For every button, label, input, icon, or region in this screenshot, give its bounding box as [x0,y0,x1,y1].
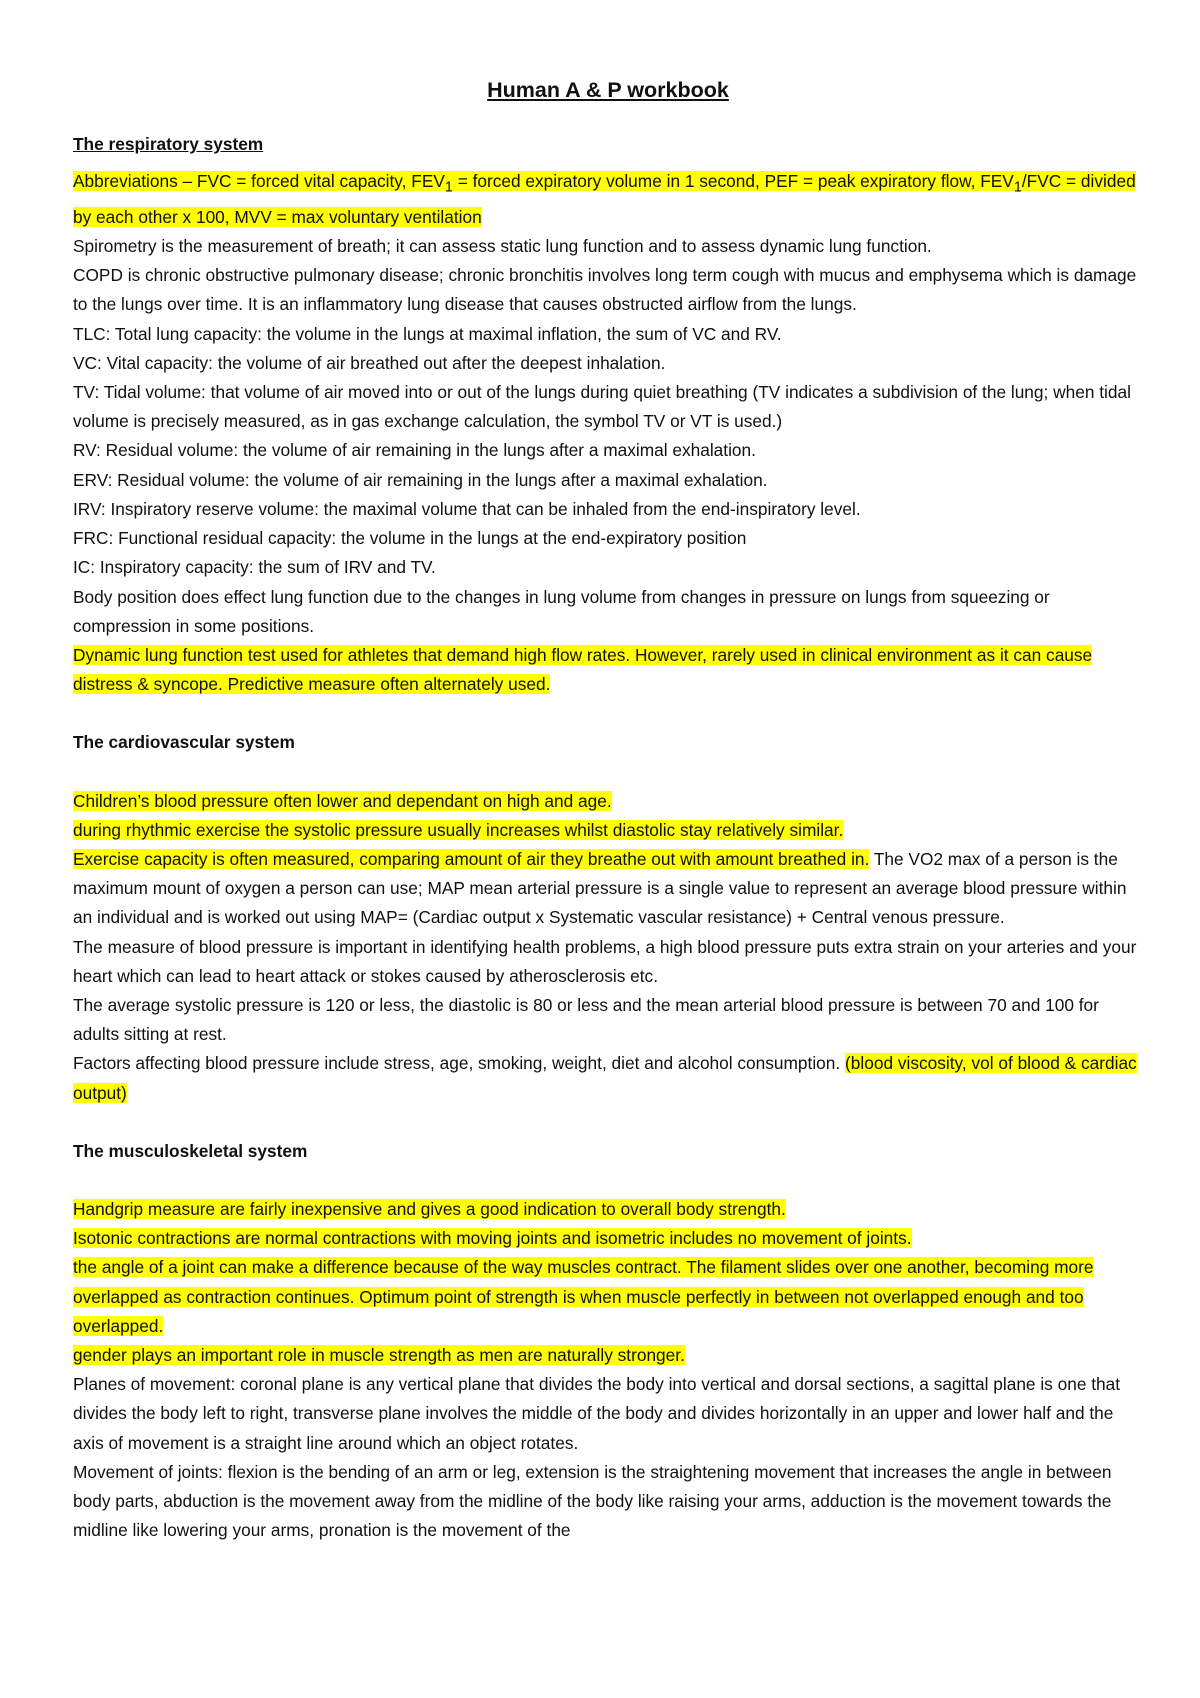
gender-highlight: gender plays an important role in muscle strength as men are naturally stronger. [73,1344,685,1365]
vc-definition: VC: Vital capacity: the volume of air breathed out after the deepest inhalation. [73,352,666,373]
factors-text: Factors affecting blood pressure include stress, age, smoking, weight, diet and alcohol consumption. [73,1053,846,1074]
measure-bp-paragraph: The measure of blood pressure is important in identifying health problems, a high blood pressure puts extra strain on your arteries and your heart which can lead to heart attack or stokes caused by atherosclerosis etc. [73,936,1137,986]
rhythmic-highlight: during rhythmic exercise the systolic pressure usually increases whilst diastolic stay relatively similar. [73,819,844,840]
planes-paragraph: Planes of movement: coronal plane is any vertical plane that divides the body into vertical and dorsal sections, a sagittal plane is one that divides the body left to right, transverse plane involves the middle of the body and divides horizontally in an upper and lower half and the axis of movement is a straight line around which an object rotates. [73,1374,1121,1453]
children-bp-paragraph [73,787,1143,816]
abbreviations-paragraph [73,167,1143,232]
body-position-paragraph: Body position does effect lung function due to the changes in lung volume from changes in pressure on lungs from squeezing or compression in some positions. [73,586,1050,636]
isotonic-paragraph [73,1224,1143,1253]
exercise-capacity-paragraph [73,845,1143,933]
dynamic-test-paragraph [73,641,1143,699]
angle-highlight: the angle of a joint can make a difference because of the way muscles contract. The filament slides over one another, becoming more overlapped as contraction continues. Optimum point of strength is when muscle perfectly in between not overlapped enough and too overlapped. [73,1257,1094,1336]
joints-paragraph: Movement of joints: flexion is the bending of an arm or leg, extension is the straightening movement that increases the angle in between body parts, abduction is the movement away from the midline of the body like raising your arms, adduction is the movement towards the midline like lowering your arms, pronation is the movement of the [73,1461,1112,1541]
rv-definition: RV: Residual volume: the volume of air remaining in the lungs after a maximal exhalation. [73,440,756,461]
fev-subscript-1: 1 [444,179,453,196]
document-content [73,75,1143,1545]
irv-definition: IRV: Inspiratory reserve volume: the maximal volume that can be inhaled from the end-inspiratory level. [73,498,861,519]
copd-paragraph: COPD is chronic obstructive pulmonary disease; chronic bronchitis involves long term cough with mucus and emphysema which is damage to the lungs over time. It is an inflammatory lung disease that causes obstructed airflow from the lungs. [73,265,1137,315]
factors-paragraph [73,1049,1143,1107]
abbreviations-text-3: /FVC = divided by each other x 100, MVV = max voluntary ventilation [73,171,1136,227]
fev-subscript-2: 1 [1013,179,1022,196]
dynamic-test-highlight: Dynamic lung function test used for athletes that demand high flow rates. However, rarely used in clinical environment as it can cause distress & syncope. Predictive measure often alternately used. [73,644,1093,695]
average-systolic-paragraph: The average systolic pressure is 120 or less, the diastolic is 80 or less and the mean arterial blood pressure is between 70 and 100 for adults sitting at rest. [73,994,1099,1045]
exercise-capacity-highlight: Exercise capacity is often measured, comparing amount of air they breathe out with amount breathed in. [73,848,870,869]
tlc-definition: TLC: Total lung capacity: the volume in the lungs at maximal inflation, the sum of VC and RV. [73,323,782,344]
vo2-map-text: The VO2 max of a person is the maximum mount of oxygen a person can use; MAP mean arterial pressure is a single value to represent an average blood pressure within an individual and is worked out using MAP= (Cardiac output x Systematic vascular resistance) + Central venous pressure. [73,848,1127,928]
handgrip-paragraph [73,1195,1143,1224]
musculoskeletal-heading: The musculoskeletal system [73,1140,308,1161]
handgrip-highlight: Handgrip measure are fairly inexpensive and gives a good indication to overall body strength. [73,1198,786,1219]
cardiovascular-heading: The cardiovascular system [73,732,295,753]
ic-definition: IC: Inspiratory capacity: the sum of IRV and TV. [73,557,436,578]
gender-paragraph [73,1341,1143,1370]
factors-extra-highlight: (blood viscosity, vol of blood & cardiac output) [73,1053,1137,1103]
frc-definition: FRC: Functional residual capacity: the volume in the lungs at the end-expiratory position [73,528,747,549]
respiratory-heading: The respiratory system [73,134,264,154]
angle-paragraph [73,1253,1143,1341]
isotonic-highlight: Isotonic contractions are normal contractions with moving joints and isometric includes no movement of joints. [73,1228,912,1249]
abbreviations-text-1: Abbreviations – FVC = forced vital capacity, FEV [73,171,445,192]
rhythmic-paragraph [73,816,1143,845]
erv-definition: ERV: Residual volume: the volume of air remaining in the lungs after a maximal exhalation. [73,469,768,490]
tv-definition: TV: Tidal volume: that volume of air moved into or out of the lungs during quiet breathing (TV indicates a subdivision of the lung; when tidal volume is precisely measured, as in gas exchange calculation, the symbol TV or VT is used.) [73,382,1131,432]
spirometry-paragraph: Spirometry is the measurement of breath; it can assess static lung function and to assess dynamic lung function. [73,236,932,257]
document-title: Human A & P workbook [487,78,729,102]
abbreviations-highlight [73,171,1136,227]
abbreviations-text-2: = forced expiratory volume in 1 second, PEF = peak expiratory flow, FEV [452,171,1014,192]
children-bp-highlight: Children’s blood pressure often lower and dependant on high and age. [73,790,612,811]
